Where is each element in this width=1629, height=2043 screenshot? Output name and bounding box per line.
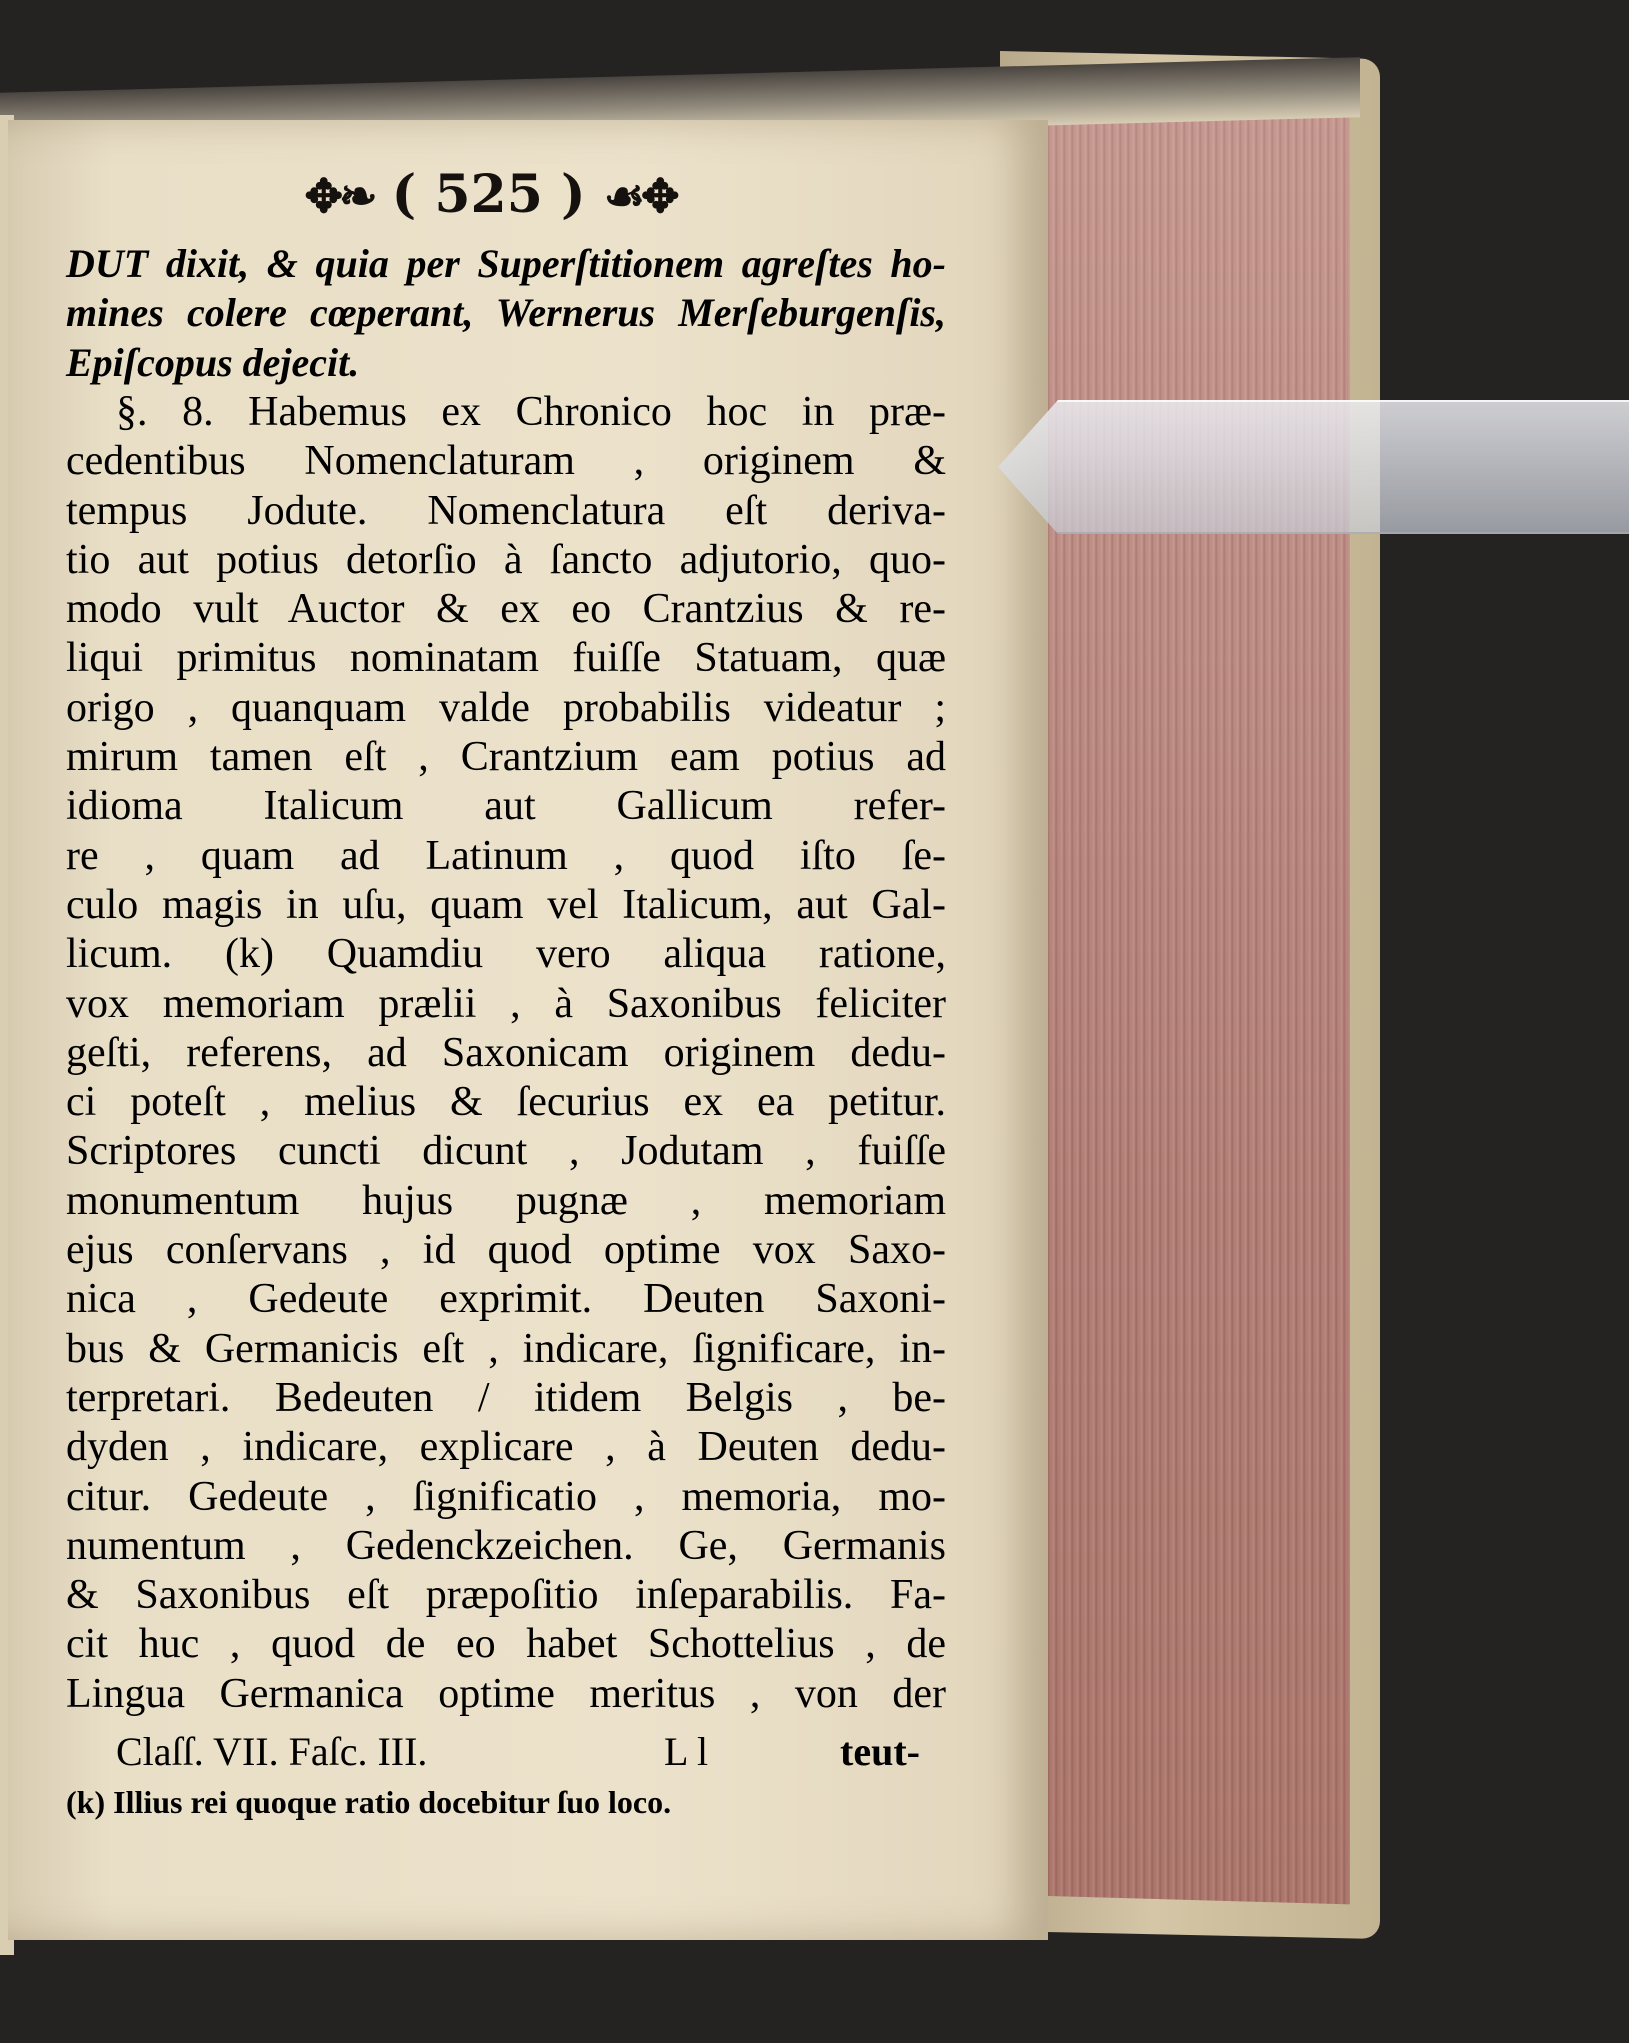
text-line: Lingua Germanica optime meritus , von der — [66, 1670, 946, 1717]
text-line: ci poteſt , melius & ſecurius ex ea petitur. — [66, 1079, 946, 1126]
text-line: DUT dixit, & quia per Superſtitionem agreſtes ho- — [66, 241, 946, 286]
text-line: monumentum hujus pugnæ , memoriam — [66, 1177, 946, 1224]
text-line: geſti, referens, ad Saxonicam originem dedu- — [66, 1029, 946, 1076]
text-line: re , quam ad Latinum , quod iſto ſe- — [66, 832, 946, 879]
text-line: citur. Gedeute , ſignificatio , memoria, mo- — [66, 1473, 946, 1520]
signature-left: Claſſ. VII. Faſc. III. — [116, 1729, 428, 1774]
text-line: nica , Gedeute exprimit. Deuten Saxoni- — [66, 1276, 946, 1323]
text-line: bus & Germanicis eſt , indicare, ſignificare, in- — [66, 1325, 946, 1372]
text-line: licum. (k) Quamdiu vero aliqua ratione, — [66, 931, 946, 978]
text-line: Epiſcopus dejecit. — [66, 339, 360, 385]
catchword: teut- — [840, 1729, 920, 1774]
text-line: cit huc , quod de eo habet Schottelius , de — [66, 1621, 946, 1668]
page-edges — [1035, 106, 1350, 1905]
text-line: numentum , Gedenckzeichen. Ge, Germanis — [66, 1522, 946, 1569]
footnote: (k) Illius rei quoque ratio docebitur ſuo loco. — [66, 1784, 672, 1820]
running-header — [300, 160, 680, 230]
text-line: origo , quanquam valde probabilis videatur ; — [66, 684, 946, 731]
text-line: & Saxonibus eſt præpoſitio inſeparabilis. Fa- — [66, 1572, 946, 1619]
page-number: ( 525 ) — [391, 164, 586, 225]
bookmark-strip — [998, 400, 1629, 534]
text-line: idioma Italicum aut Gallicum refer- — [66, 783, 946, 830]
text-line: tempus Jodute. Nomenclatura eſt deriva- — [66, 487, 946, 534]
text-line: modo vult Auctor & ex eo Crantzius & re- — [66, 586, 946, 633]
text-line: liqui primitus nominatam fuiſſe Statuam, quæ — [66, 635, 946, 682]
text-line: tio aut potius detorſio à ſancto adjutorio, quo- — [66, 536, 946, 583]
right-ornament: ☙✥ — [603, 169, 676, 223]
text-line: ejus conſervans , id quod optime vox Saxo- — [66, 1227, 946, 1273]
text-line: vox memoriam prælii , à Saxonibus feliciter — [66, 980, 946, 1027]
text-line: §. 8. Habemus ex Chronico hoc in præ- — [116, 388, 946, 435]
text-line: Scriptores cuncti dicunt , Jodutam , fuiſſe — [66, 1128, 946, 1175]
left-ornament: ✥❧ — [304, 169, 374, 223]
text-line: terpretari. Bedeuten / itidem Belgis , be- — [66, 1374, 946, 1421]
signature-mark: L l — [664, 1729, 709, 1774]
text-line: mines colere cœperant, Wernerus Merſeburgenſis, — [66, 290, 946, 336]
text-line: cedentibus Nomenclaturam , originem & — [66, 438, 946, 485]
text-line: culo magis in uſu, quam vel Italicum, aut Gal- — [66, 881, 946, 928]
text-line: dyden , indicare, explicare , à Deuten dedu- — [66, 1424, 946, 1471]
text-line: mirum tamen eſt , Crantzium eam potius ad — [66, 734, 946, 780]
